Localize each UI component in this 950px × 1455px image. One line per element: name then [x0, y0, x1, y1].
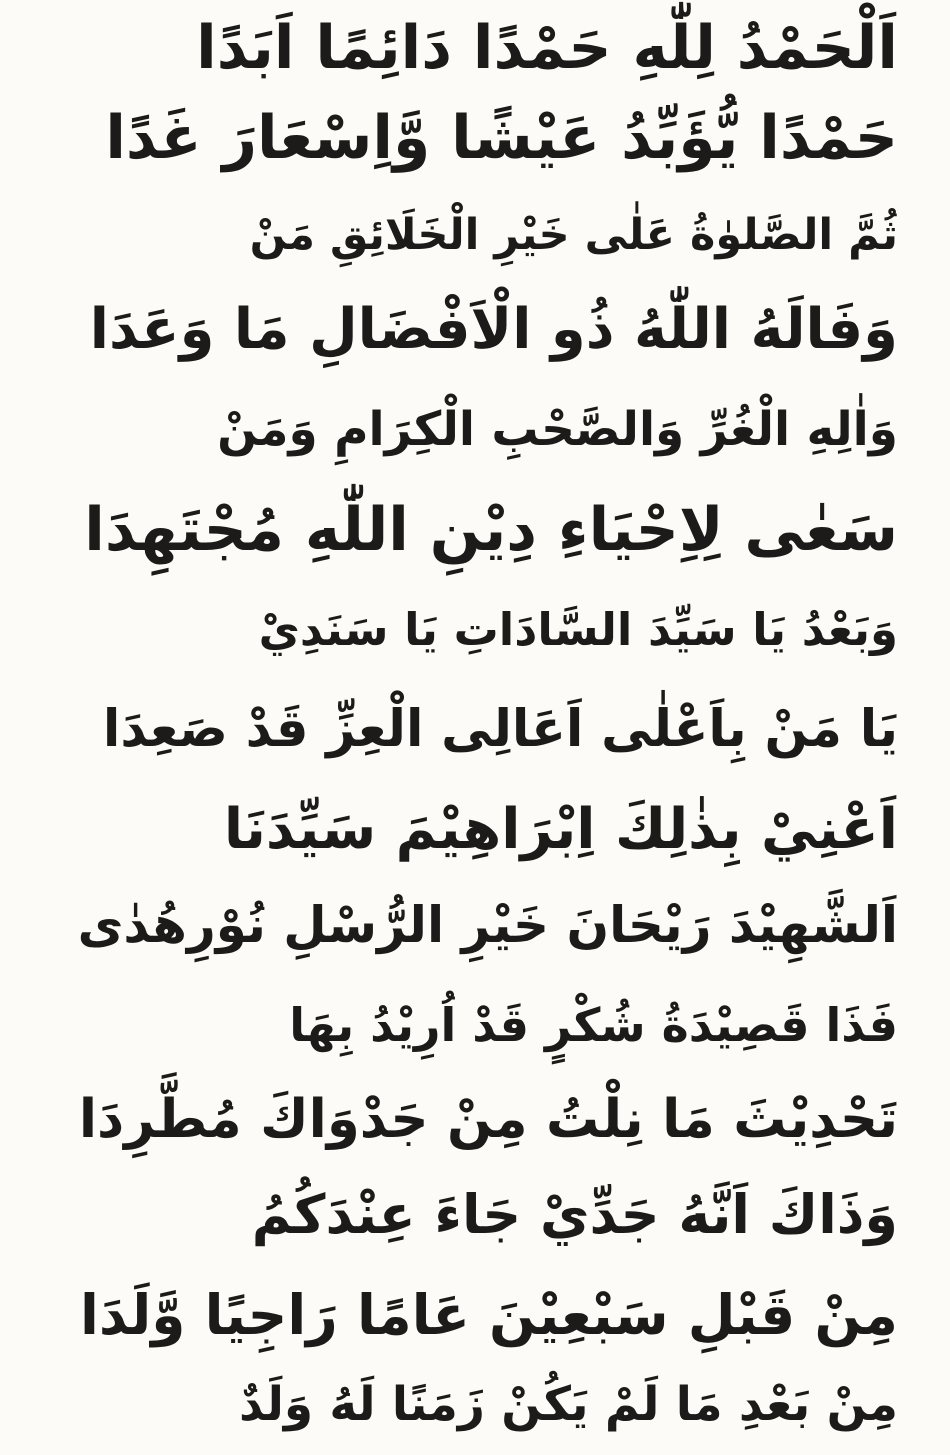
verse-line-12: تَحْدِيْثَ مَا نِلْتُ مِنْ جَدْوَاكَ مُطَّرِدَا: [78, 1089, 898, 1150]
verse-line-8: يَا مَنْ بِاَعْلٰى اَعَالِى الْعِزِّ قَدْ صَعِدَا: [102, 700, 898, 759]
verse-line-14: مِنْ قَبْلِ سَبْعِيْنَ عَامًا رَاجِيًا وَّلَدَا: [79, 1283, 898, 1347]
verse-line-9: اَعْنِيْ بِذٰلِكَ اِبْرَاهِيْمَ سَيِّدَنَا: [223, 797, 898, 862]
verse-line-10: اَلشَّهِيْدَ رَيْحَانَ خَيْرِ الرُّسْلِ نُوْرِهُدٰى: [77, 896, 898, 954]
verse-line-3: ثُمَّ الصَّلوٰةُ عَلٰى خَيْرِ الْخَلَائِقِ مَنْ: [249, 210, 898, 260]
verse-line-13: وَذَاكَ اَنَّهُ جَدِّيْ جَاءَ عِنْدَكُمُ: [251, 1183, 898, 1246]
verse-line-4: وَفَالَهُ اللّٰهُ ذُو الْاَفْضَالِ مَا وَعَدَا: [89, 297, 898, 362]
verse-line-5: وَاٰلِهِ الْغُرِّ وَالصَّحْبِ الْكِرَامِ وَمَنْ: [217, 402, 898, 457]
verse-line-11: فَذَا قَصِيْدَةُ شُكْرٍ قَدْ اُرِيْدُ بِهَا: [289, 998, 898, 1052]
verse-line-6: سَعٰى لِاِحْيَاءِ دِيْنِ اللّٰهِ مُجْتَهِدَا: [84, 495, 898, 565]
verse-line-7: وَبَعْدُ يَا سَيِّدَ السَّادَاتِ يَا سَنَدِيْ: [258, 603, 898, 656]
verse-line-15: مِنْ بَعْدِ مَا لَمْ يَكُنْ زَمَنًا لَهُ وَلَدٌ: [239, 1377, 898, 1432]
verse-line-2: حَمْدًا يُّؤَبِّدُ عَيْشًا وَّاِسْعَارَ غَدًا: [105, 103, 898, 173]
verse-line-1: اَلْحَمْدُ لِلّٰهِ حَمْدًا دَائِمًا اَبَدًا: [196, 13, 898, 83]
